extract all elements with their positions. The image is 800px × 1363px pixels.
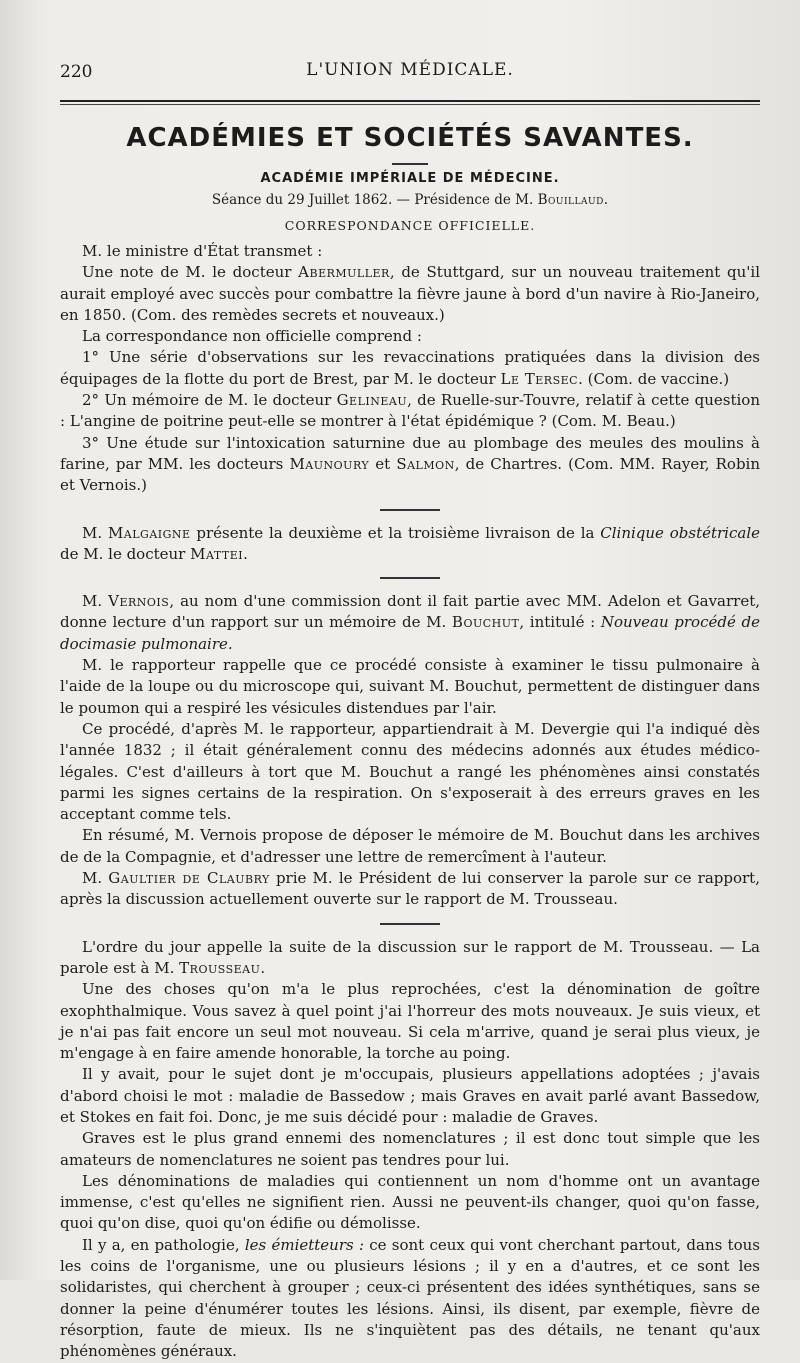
p6-name-1: Maunoury: [289, 454, 370, 473]
p5-text: 2° Un mémoire de M. le docteur: [82, 391, 337, 410]
p18-text: Il y a, en pathologie,: [82, 1235, 245, 1254]
p12-name: Gaultier de Claubry: [108, 869, 270, 888]
paragraph-1: M. le ministre d'État transmet :: [82, 242, 323, 260]
p13-name: Trousseau: [179, 958, 261, 977]
paragraph-9: M. le rapporteur rappelle que ce procédé consiste à examiner le tissu pulmonaire à l'aide de la loupe ou du microscope qui, suivant M. Bouchut, permettent de distinguer dans le poumon qui a respiré les vésicules distendues par l'air.: [60, 656, 760, 717]
session-president: Bouillaud: [537, 192, 604, 208]
paragraph-15: Il y avait, pour le sujet dont je m'occupais, plusieurs appellations adoptées ; j'avais d'abord choisi le mot : maladie de Bassedow ; mais Graves en avait parlé avant Bassedow, et Stokes en fait foi. Donc, je me suis décidé pour : maladie de Graves.: [60, 1065, 760, 1126]
p8-text: , au nom d'une commission dont il fait partie avec MM. Adelon et Gavarret, donne lecture d'un rapport sur un mémoire de M.: [60, 592, 760, 632]
p8-title: Nouveau procédé de docimasie pulmonaire.: [60, 613, 760, 653]
p7-name: Malgaigne: [107, 523, 191, 542]
p8-m: M.: [82, 592, 109, 611]
paragraph-8: [60, 591, 760, 655]
p5-text-end: , de Ruelle-sur-Touvre, relatif à cette question : L'angine de poitrine peut-elle se montrer à l'état épidémique ? (Com. M. Beau.): [60, 391, 760, 431]
academy-heading: ACADÉMIE IMPÉRIALE DE MÉDECINE.: [260, 171, 560, 186]
p13-text: L'ordre du jour appelle la suite de la discussion sur le rapport de M. Trousseau. — La parole est à M.: [60, 937, 760, 977]
paragraph-3: La correspondance non officielle comprend :: [82, 327, 422, 346]
p8-text-2: , intitulé :: [519, 613, 601, 632]
paragraph-2: [60, 262, 760, 326]
p18-term: les émietteurs :: [244, 1235, 365, 1254]
running-head: [60, 60, 760, 90]
p7-m: M.: [82, 523, 108, 542]
paragraph-11: En résumé, M. Vernois propose de déposer le mémoire de M. Bouchut dans les archives de de la Compagnie, et d'adresser une lettre de remercîment à l'auteur.: [60, 826, 760, 866]
section-divider-1: [380, 509, 440, 511]
section-divider-3: [380, 923, 440, 925]
journal-title: L'UNION MÉDICALE.: [306, 60, 514, 80]
p7-end: .: [243, 544, 248, 563]
header-rule-thin: [60, 104, 760, 105]
p7-text: présente la deuxième et la troisième livraison de la: [190, 523, 601, 542]
p6-text: 3° Une étude sur l'intoxication saturnine due au plombage des meules des moulins à farine, par MM. les docteurs: [60, 433, 760, 473]
p6-text-end: , de Chartres. (Com. MM. Rayer, Robin et Vernois.): [60, 454, 761, 495]
p18-text-end: ce sont ceux qui vont cherchant partout, dans tous les coins de l'organisme, une ou plusieurs lésions ; il y en a d'autres, et ce sont les solidaristes, qui cherchent à grouper ; ceux-ci présentent des idées synthétiques, sans se donner la peine d'énumérer toutes les lésions. Ainsi, ils disent, par exemple, fièvre de résorption, faute de mieux. Ils ne s'inquiètent pas des détails, ne tenant qu'aux phénomènes généraux.: [60, 1235, 760, 1361]
paragraph-5: [60, 390, 760, 433]
paragraph-14: Une des choses qu'on m'a le plus reprochées, c'est la dénomination de goître exophthalmique. Vous savez à quel point j'ai l'horreur des mots nouveaux. Je suis vieux, et je n'ai pas fait encore un seul mot nouveau. Si cela m'arrive, quand je serai plus vieux, je m'engage à en faire amende honorable, la torche au poing.: [60, 980, 760, 1063]
p4-name: Le Tersec: [500, 369, 579, 388]
p13-end: .: [260, 958, 266, 977]
p12-m: M.: [82, 869, 109, 888]
session-suffix: .: [603, 192, 609, 208]
p2-text-end: , de Stuttgard, sur un nouveau traitement qu'il aurait employé avec succès pour combattre la fièvre jaune à bord d'un navire à Rio-Janeiro, en 1850. (Com. des remèdes secrets et nouveaux.): [60, 263, 761, 324]
paragraph-18: [60, 1235, 760, 1363]
p8-name: Vernois: [108, 592, 170, 611]
correspondence-heading: CORRESPONDANCE OFFICIELLE.: [284, 218, 536, 233]
p2-name: Abermuller: [298, 263, 390, 282]
page-number: 220: [60, 62, 93, 82]
p4-text-end: . (Com. de vaccine.): [578, 369, 730, 388]
paragraph-10: Ce procédé, d'après M. le rapporteur, appartiendrait à M. Devergie qui l'a indiqué dès l'année 1832 ; il était généralement connu des médecins adonnés aux études médico-légales. C'est d'ailleurs à tort que M. Bouchut a rangé les phénomènes ainsi constatés parmi les signes certains de la respiration. On s'exposerait à des erreurs graves en les acceptant comme tels.: [60, 719, 760, 824]
p12-text: prie M. le Président de lui conserver la parole sur ce rapport, après la discussion actuellement ouverte sur le rapport de M. Trousseau.: [60, 869, 760, 909]
p2-text: Une note de M. le docteur: [82, 263, 299, 282]
header-rule: [60, 100, 760, 102]
paragraph-7: [60, 523, 760, 566]
p6-and: et: [369, 454, 397, 473]
section-divider-2: [380, 577, 440, 579]
paragraph-4: [60, 347, 760, 390]
title-divider: [392, 163, 428, 165]
p8-name-2: Bouchut: [451, 613, 520, 632]
p5-name: Gelineau: [336, 391, 408, 410]
session-line: [60, 192, 760, 208]
paragraph-17: Les dénominations de maladies qui contiennent un nom d'homme ont un avantage immense, c'est qu'elles ne signifient rien. Aussi ne peuvent-ils changer, quoi qu'on fasse, quoi qu'on dise, quoi qu'on édifie ou démolisse.: [60, 1171, 760, 1233]
p4-text: 1° Une série d'observations sur les revaccinations pratiquées dans la division des équipages de la flotte du port de Brest, par M. le docteur: [60, 348, 760, 388]
paragraph-16: Graves est le plus grand ennemi des nomenclatures ; il est donc tout simple que les amateurs de nomenclatures ne soient pas tendres pour lui.: [60, 1129, 760, 1169]
p7-name-2: Mattei: [190, 544, 244, 563]
section-title: ACADÉMIES ET SOCIÉTÉS SAVANTES.: [126, 123, 694, 153]
paragraph-13: [60, 937, 760, 980]
paragraph-12: [60, 868, 760, 911]
paragraph-6: [60, 433, 760, 497]
p7-title: Clinique obstétricale: [600, 523, 760, 542]
p6-name-2: Salmon: [396, 454, 455, 473]
session-prefix: Séance du 29 Juillet 1862. — Présidence de M.: [211, 192, 538, 208]
p7-text-2: de M. le docteur: [60, 544, 191, 563]
